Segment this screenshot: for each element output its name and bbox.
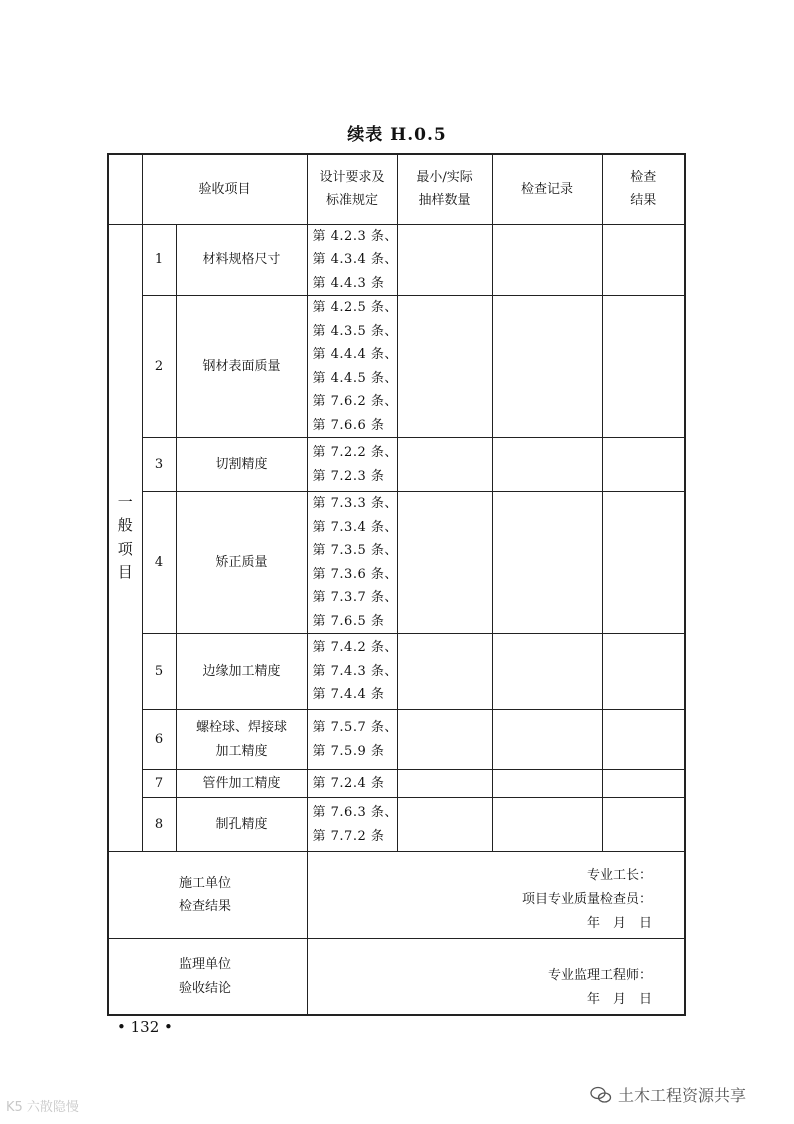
clause-list: [307, 438, 397, 492]
item-name-line: 边缘加工精度: [202, 663, 281, 679]
clause-ref: 第 7.3.6 条、: [312, 566, 398, 582]
clause-ref: 第 7.6.6 条: [312, 417, 385, 433]
record-cell[interactable]: [492, 438, 602, 492]
result-cell[interactable]: [602, 492, 685, 634]
header-result: [602, 154, 685, 224]
record-cell[interactable]: [492, 770, 602, 798]
clause-list: [307, 224, 397, 296]
clause-ref: 第 4.4.5 条、: [312, 370, 398, 386]
supervision-label-line1: 监理单位: [179, 957, 232, 972]
row-number: 4: [142, 492, 176, 634]
result-cell[interactable]: [602, 710, 685, 770]
foreman-label: 专业工长：: [587, 868, 653, 883]
clause-list: [307, 798, 397, 852]
inspection-table: [107, 153, 686, 1016]
category-char: 一: [117, 492, 133, 511]
construction-signature: [307, 852, 685, 939]
supervision-signature: [307, 939, 685, 1016]
clause-ref: 第 7.3.3 条、: [312, 496, 398, 511]
row-number: 8: [142, 798, 176, 852]
item-name: [176, 634, 307, 710]
result-cell[interactable]: [602, 296, 685, 438]
clause-list: [307, 492, 397, 634]
inspector-label: 项目专业质量检查员：: [522, 892, 653, 907]
record-cell[interactable]: [492, 492, 602, 634]
header-result-line2: 结果: [630, 193, 657, 209]
result-cell[interactable]: [602, 770, 685, 798]
row-number: 6: [142, 710, 176, 770]
result-cell[interactable]: [602, 798, 685, 852]
category-char: 项: [117, 539, 133, 558]
construction-label: [108, 852, 307, 939]
item-name-line: 加工精度: [215, 743, 268, 759]
clause-list: [307, 296, 397, 438]
result-cell[interactable]: [602, 438, 685, 492]
clause-ref: 第 7.7.2 条: [312, 828, 385, 844]
table-row: [108, 770, 685, 798]
table-row: [108, 634, 685, 710]
row-number: 3: [142, 438, 176, 492]
watermark-right-text: 土木工程资源共享: [618, 1086, 747, 1105]
supervision-sign-lines: [548, 964, 652, 1012]
row-number: 5: [142, 634, 176, 710]
table-row: [108, 710, 685, 770]
clause-ref: 第 7.4.4 条: [312, 687, 385, 703]
item-name: [176, 438, 307, 492]
watermark-left: K5 六散隐慢: [6, 1100, 79, 1115]
item-name-line: 切割精度: [215, 456, 268, 472]
watermark-right: [590, 1083, 746, 1106]
clause-ref: 第 7.2.2 条、: [312, 445, 398, 460]
clause-ref: 第 7.6.5 条: [312, 613, 385, 629]
clause-ref: 第 4.2.3 条、: [312, 228, 398, 244]
engineer-label: 专业监理工程师：: [548, 968, 653, 983]
construction-date: 年 月 日: [587, 916, 653, 931]
table-row: [108, 492, 685, 634]
clause-ref: 第 4.4.3 条: [312, 275, 385, 291]
clause-ref: 第 7.3.5 条、: [312, 543, 398, 558]
supervision-date: 年 月 日: [587, 992, 653, 1007]
table-row: [108, 224, 685, 296]
table-row: [108, 296, 685, 438]
item-name-line: 螺栓球、焊接球: [196, 720, 288, 735]
sample-qty-cell[interactable]: [397, 634, 492, 710]
record-cell[interactable]: [492, 798, 602, 852]
sample-qty-cell[interactable]: [397, 438, 492, 492]
clause-ref: 第 4.4.4 条、: [312, 347, 398, 362]
record-cell[interactable]: [492, 296, 602, 438]
construction-sign-lines: [522, 864, 652, 936]
table-row: [108, 438, 685, 492]
row-number: 2: [142, 296, 176, 438]
header-result-line1: 检查: [630, 169, 657, 185]
record-cell[interactable]: [492, 224, 602, 296]
clause-list: [307, 710, 397, 770]
sample-qty-cell[interactable]: [397, 770, 492, 798]
header-design-req-line1: 设计要求及: [319, 169, 385, 185]
sample-qty-cell[interactable]: [397, 710, 492, 770]
record-cell[interactable]: [492, 634, 602, 710]
clause-ref: 第 7.6.2 条、: [312, 394, 398, 409]
row-number: 1: [142, 224, 176, 296]
result-cell[interactable]: [602, 634, 685, 710]
clause-list: [307, 770, 397, 798]
item-name: [176, 770, 307, 798]
wechat-icon: [590, 1086, 612, 1104]
clause-ref: 第 7.4.2 条、: [312, 640, 398, 656]
construction-label-line2: 检查结果: [179, 899, 232, 914]
construction-label-line1: 施工单位: [179, 875, 232, 891]
item-name-line: 制孔精度: [215, 816, 268, 832]
header-sample-qty: [397, 154, 492, 224]
item-name: [176, 296, 307, 438]
supervision-row: [108, 939, 685, 1016]
clause-ref: 第 7.4.3 条、: [312, 663, 398, 679]
header-item: 验收项目: [142, 154, 307, 224]
category-cell: [108, 154, 142, 224]
clause-ref: 第 7.2.4 条: [312, 775, 385, 791]
row-number: 7: [142, 770, 176, 798]
sample-qty-cell[interactable]: [397, 798, 492, 852]
supervision-label: [108, 939, 307, 1016]
clause-ref: 第 7.6.3 条、: [312, 805, 398, 820]
clause-ref: 第 7.5.7 条、: [312, 720, 398, 735]
page-number: • 132 •: [117, 1018, 173, 1036]
record-cell[interactable]: [492, 710, 602, 770]
category-char: 般: [117, 516, 133, 535]
category-char: 目: [117, 563, 133, 582]
header-design-req-line2: 标准规定: [326, 193, 379, 209]
header-record: 检查记录: [492, 154, 602, 224]
clause-ref: 第 7.3.7 条、: [312, 590, 398, 605]
sample-qty-cell[interactable]: [397, 224, 492, 296]
table-title: 续表 H.0.5: [347, 125, 447, 145]
category-label: [108, 224, 142, 852]
result-cell[interactable]: [602, 224, 685, 296]
clause-list: [307, 634, 397, 710]
header-sample-qty-line2: 抽样数量: [418, 193, 471, 209]
clause-ref: 第 7.2.3 条: [312, 468, 385, 484]
item-name: [176, 798, 307, 852]
sample-qty-cell[interactable]: [397, 296, 492, 438]
item-name: [176, 224, 307, 296]
item-name: [176, 710, 307, 770]
item-name-line: 管件加工精度: [202, 775, 281, 791]
sample-qty-cell[interactable]: [397, 492, 492, 634]
item-name-line: 材料规格尺寸: [202, 252, 281, 267]
clause-ref: 第 4.2.5 条、: [312, 300, 398, 315]
clause-ref: 第 4.3.5 条、: [312, 323, 398, 339]
header-design-req: [307, 154, 397, 224]
clause-ref: 第 4.3.4 条、: [312, 252, 398, 267]
supervision-label-line2: 验收结论: [179, 980, 232, 996]
table-row: [108, 798, 685, 852]
item-name-line: 钢材表面质量: [202, 358, 281, 374]
clause-ref: 第 7.3.4 条、: [312, 519, 398, 535]
item-name: [176, 492, 307, 634]
clause-ref: 第 7.5.9 条: [312, 743, 385, 759]
header-sample-qty-line1: 最小/实际: [416, 169, 473, 185]
construction-row: [108, 852, 685, 939]
item-name-line: 矫正质量: [215, 554, 268, 570]
header-row: [108, 154, 685, 224]
